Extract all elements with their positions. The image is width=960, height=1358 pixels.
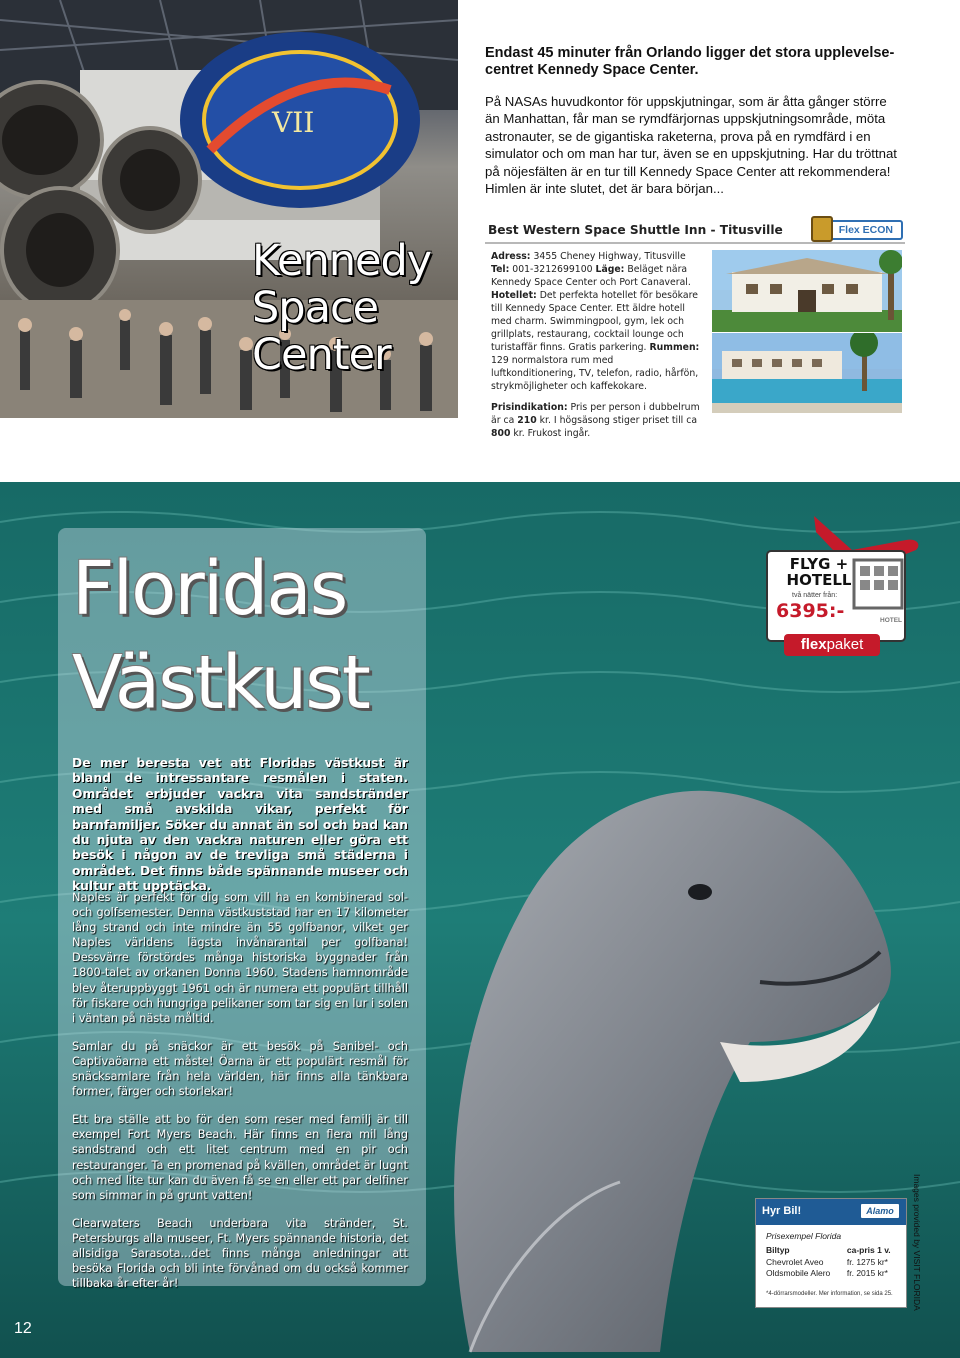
- price-post: kr. Frukost ingår.: [513, 428, 591, 439]
- car-rental-box: [755, 1198, 907, 1308]
- car-rental-header: [756, 1199, 906, 1225]
- price-low: 210: [517, 415, 537, 426]
- west-body: [72, 890, 408, 1304]
- svg-text:VII: VII: [272, 106, 315, 139]
- hotel-header: [485, 216, 905, 244]
- car-model: Chevrolet Aveo: [766, 1256, 824, 1267]
- location-label: Läge:: [595, 264, 625, 275]
- from-label: två nätter från:: [792, 592, 838, 599]
- car-table-header: [766, 1245, 902, 1257]
- car-rental-title: Hyr Bil!: [762, 1205, 802, 1217]
- west-lead: De mer beresta vet att Floridas västkust är bland de intressantare resmålen i staten. Området erbjuder vackra vita sandstränder med små avskilda vikar, perfekt för barnfamiljer. Söker du annat än sol och bad kan du njuta av den vackra naturen eller göra ett besök i någon av de trevliga små städerna i området. Det finns både spännande museer och kultur att upptäcka.: [72, 756, 408, 894]
- kennedy-title-line-3: Center: [252, 330, 391, 380]
- hotel-word: HOTEL: [880, 617, 903, 624]
- title-line-1: Floridas: [72, 546, 347, 632]
- kennedy-title: [252, 238, 452, 379]
- tel-value: 001-3212699100: [512, 264, 593, 275]
- hotell-label: HOTELL: [786, 571, 852, 589]
- hotel-pool-photo: [712, 333, 902, 413]
- car-caption: Prisexempel Florida: [766, 1231, 842, 1241]
- alamo-logo: Alamo: [860, 1203, 900, 1219]
- flex-econ-label: Flex ECON: [838, 224, 893, 236]
- hotel-building-icon: [852, 558, 904, 610]
- price-pre: Pris per person i dubbelrum är ca: [491, 402, 700, 426]
- price-indication-label: Prisindikation:: [491, 402, 568, 413]
- car-price: fr. 1275 kr*: [846, 1256, 888, 1267]
- paragraph-fort-myers: Ett bra ställe att bo för den som reser med familj är till exempel Fort Myers Beach. Här finns en flera mil lång sandstrand och ett litet centrum med en pir och restauranger. Ta en promenad på kvällen, området är lugnt och med lite tur kan du även få se en eller ett par delfiner som simmar in på grunt vatten!: [72, 1113, 408, 1202]
- table-row: [766, 1268, 902, 1280]
- paragraph-clearwater: Clearwaters Beach underbara vita stränder, St. Petersburgs alla museer, Ft. Myers spännande historia, det allsidiga Sarasota...det finns många anledningar att besöka Florida och bli inte förvånad om du också kommer tillbaka år efter år!: [72, 1216, 408, 1291]
- kennedy-lead: Endast 45 minuter från Orlando ligger det stora upplevelse-centret Kennedy Space Center.: [485, 45, 895, 78]
- hotel-info: [491, 250, 701, 448]
- price-high: 800: [491, 428, 511, 439]
- price-card: [766, 550, 906, 642]
- location-value: Beläget nära Kennedy Space Center och Port Canaveral.: [491, 264, 691, 288]
- kennedy-title-line-2: Space: [252, 283, 379, 333]
- flexpaket-logo: [784, 634, 880, 656]
- image-credit: Images provided by VISIT FLORIDA: [912, 1174, 922, 1311]
- hotel-details: [491, 250, 701, 393]
- hotel-exterior-photo: [712, 250, 902, 332]
- car-model: Oldsmobile Alero: [766, 1268, 831, 1278]
- hotel-name: Best Western Space Shuttle Inn - Titusville: [488, 223, 783, 237]
- flexpaket-rest: paket: [826, 636, 864, 653]
- tel-label: Tel:: [491, 264, 510, 275]
- flexpaket-bold: flex: [800, 636, 827, 653]
- kennedy-body: På NASAs huvudkontor för uppskjutningar, som är åtta gånger större än Manhattan, får man se rymdfärjornas uppskjutningsområde, möta astronauter, se de gigantiska raketerna, prova på en rymdfärd i en simulator och om man har tur, även se en uppskjutning. Har du tröttnat på nöjesfälten är en tur till Kennedy Space Center att rekommendera! Himlen är inte slutet, det är bara början...: [485, 94, 897, 197]
- flyg-label: FLYG +: [789, 555, 849, 573]
- kennedy-intro: [485, 45, 905, 197]
- address-label: Adress:: [491, 251, 531, 262]
- flyg-hotell-label: [782, 556, 856, 588]
- price-mid: kr. I högsäsong stiger priset till ca: [539, 415, 698, 426]
- car-price-table: [766, 1245, 902, 1280]
- paragraph-naples: Naples är perfekt för dig som vill ha en kombinerad sol- och golfsemester. Denna västkuststad har en 17 kilometer lång strand och inte mindre än 55 golfbanor, vilket ger Naples världens lägsta invånarantal per golfbana! Dessvärre förstördes många historiska byggnader från 1800-talet av orkanen Donna 1960. Stadens hamnområde blev återuppbyggt 1961 och är numera ett populärt tillhåll för fiskare och hungriga pelikaner som tar sig en lur i solen i väntan på nästa måltid.: [72, 891, 408, 1025]
- table-row: [766, 1257, 902, 1269]
- hotel-desc-value: Det perfekta hotellet för besökare till Kennedy Space Center. Ett äldre hotell med charm. Swimmingpool, gym, lek och grillplats, restaurang, cocktail lounge och turistaffär finns. Gratis parkering.: [491, 290, 698, 353]
- rooms-label: Rummen:: [649, 342, 700, 353]
- car-price: fr. 2015 kr*: [846, 1268, 888, 1278]
- flex-econ-badge: [813, 220, 903, 240]
- rooms-value: 129 normalstora rum med luftkonditionering, TV, telefon, radio, hårfön, strykmöjligheter och kaffekokare.: [491, 355, 699, 392]
- price-indication: [491, 401, 701, 440]
- kennedy-title-line-1: Kennedy: [252, 236, 432, 286]
- title-line-2: Västkust: [72, 640, 369, 726]
- col-car-type: Biltyp: [766, 1245, 790, 1255]
- package-price: 6395:-: [776, 600, 845, 622]
- floridas-vastkust-title: [72, 542, 432, 730]
- suitcase-icon: [811, 216, 833, 242]
- col-price: ca-pris 1 v.: [846, 1245, 891, 1255]
- flygplus-hotell-badge: [756, 510, 928, 660]
- page-number: 12: [14, 1320, 32, 1337]
- car-footnote: *4-dörrarsmodeller. Mer information, se sida 25.: [766, 1291, 893, 1297]
- hotel-desc-label: Hotellet:: [491, 290, 537, 301]
- paragraph-sanibel: Samlar du på snäckor är ett besök på Sanibel- och Captivaöarna ett måste! Öarna är ett populärt resmål för snäcksamlare från hela världen, här finns alla tänkbara former, färger och storlekar!: [72, 1039, 408, 1099]
- address-value: 3455 Cheney Highway, Titusville: [533, 251, 686, 262]
